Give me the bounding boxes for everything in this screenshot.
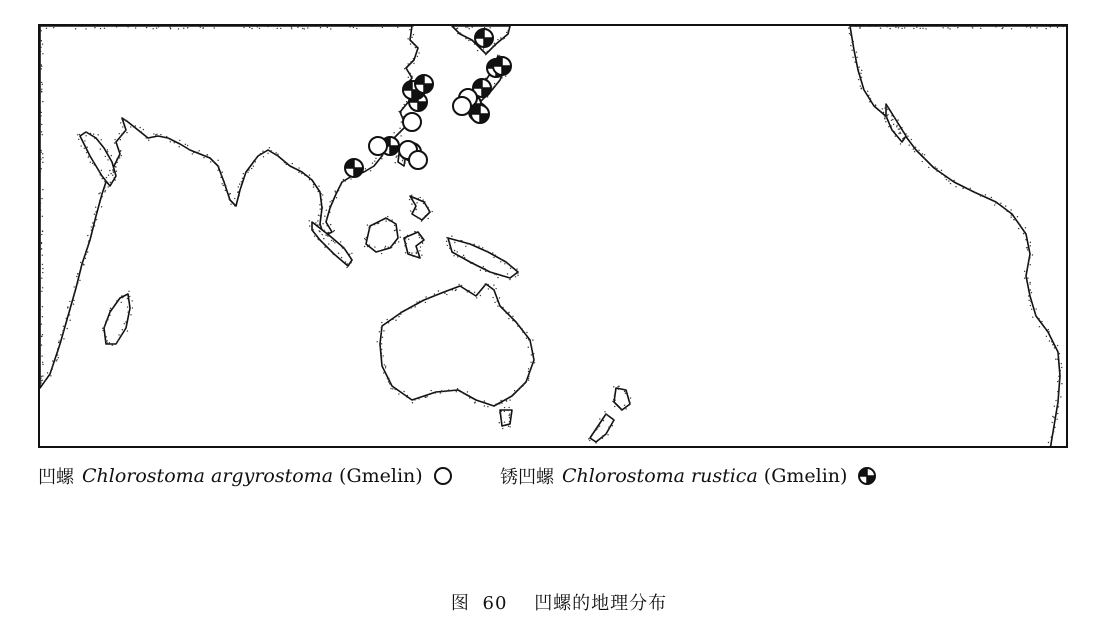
land-australia bbox=[380, 284, 534, 406]
caption-number: 60 bbox=[482, 593, 508, 614]
open-circle-marker bbox=[369, 137, 387, 155]
legend-item-rustica bbox=[500, 463, 877, 489]
land-borneo bbox=[366, 218, 398, 252]
caption-label: 图 bbox=[450, 593, 470, 614]
land-philippines bbox=[410, 196, 430, 220]
quartered-circle-marker bbox=[415, 75, 433, 93]
quartered-circle-icon bbox=[857, 466, 877, 486]
quartered-circle-marker bbox=[471, 105, 489, 123]
legend-scientific-name: Chlorostoma rustica bbox=[562, 465, 758, 487]
legend-author: (Gmelin) bbox=[763, 465, 848, 487]
land-asia-africa bbox=[40, 26, 418, 388]
open-circle-marker bbox=[403, 113, 421, 131]
legend-author: (Gmelin) bbox=[339, 465, 423, 487]
distribution-map bbox=[38, 24, 1068, 448]
open-circle-marker bbox=[409, 151, 427, 169]
figure-caption bbox=[0, 589, 1118, 615]
quartered-circle-marker bbox=[345, 159, 363, 177]
legend-item-argyrostoma bbox=[38, 463, 453, 489]
land-new-guinea bbox=[448, 238, 518, 278]
land-new-zealand-north bbox=[614, 388, 630, 410]
map-canvas bbox=[40, 26, 1068, 448]
quartered-circle-marker bbox=[475, 29, 493, 47]
land-sumatra bbox=[312, 222, 352, 266]
open-circle-icon bbox=[433, 466, 453, 486]
legend-chinese-name: 凹螺 bbox=[38, 467, 74, 488]
open-circle-marker bbox=[453, 97, 471, 115]
quartered-circle-marker bbox=[493, 57, 511, 75]
legend-chinese-name: 锈凹螺 bbox=[500, 467, 554, 488]
legend-scientific-name: Chlorostoma argyrostoma bbox=[82, 465, 334, 487]
land-americas bbox=[850, 26, 1068, 448]
land-tasmania bbox=[500, 410, 512, 426]
caption-title: 凹螺的地理分布 bbox=[534, 593, 668, 614]
